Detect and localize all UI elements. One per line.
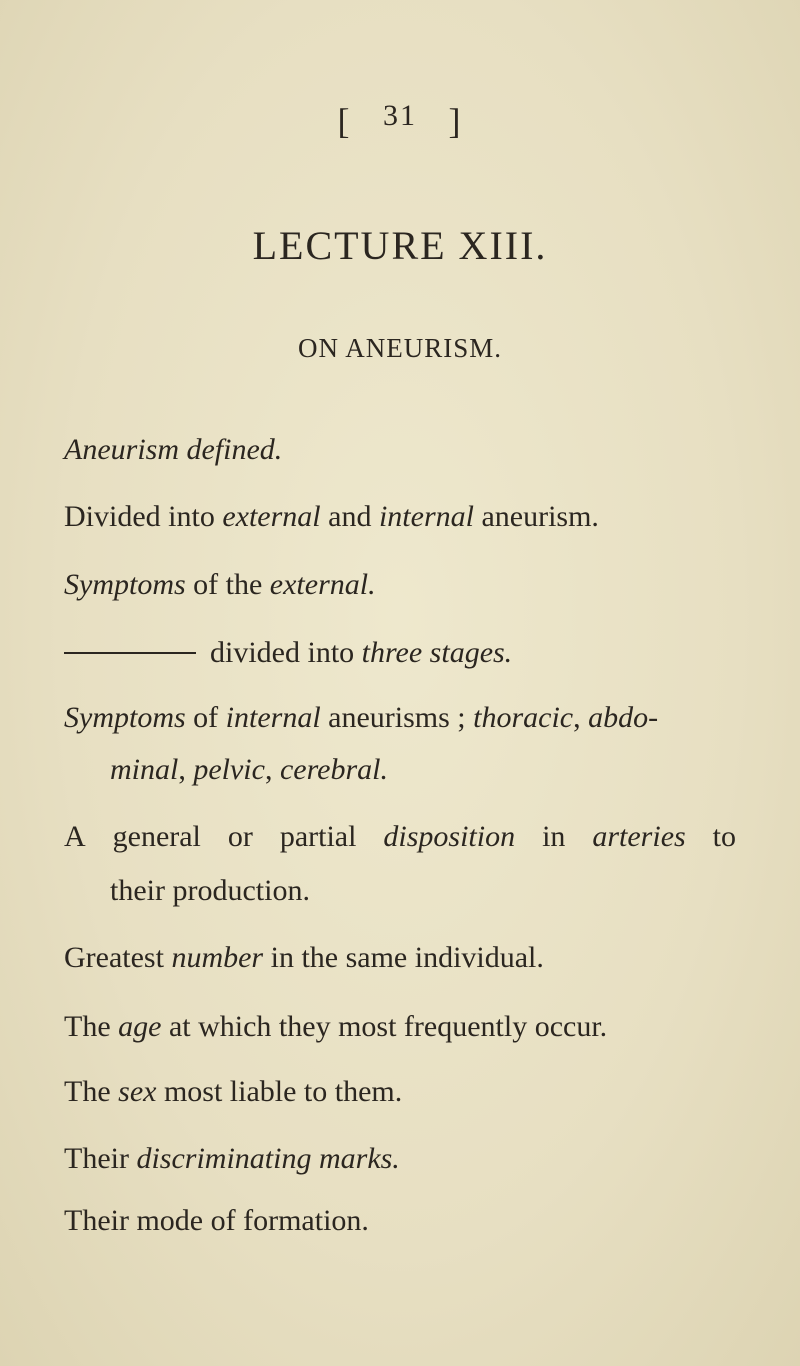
text-span-italic: internal (225, 701, 321, 734)
ditto-dash (64, 652, 196, 654)
text-span: The (64, 1010, 119, 1043)
text-span-italic: pelvic (193, 753, 265, 786)
text-span-italic: arteries (592, 820, 686, 853)
text-span: of the (185, 568, 270, 601)
text-span: The (64, 1075, 119, 1108)
text-span: Divided into (64, 500, 223, 533)
outline-line-3 (64, 568, 376, 602)
text-span: in the same individual. (263, 941, 544, 974)
text-span: , (573, 701, 589, 734)
outline-line-9 (64, 941, 544, 975)
outline-line-4 (64, 636, 512, 670)
text-span: general (112, 820, 201, 853)
outline-line-12 (64, 1142, 400, 1176)
page-number-header (0, 100, 800, 142)
outline-line-10 (64, 1010, 607, 1044)
text-span: and (320, 500, 379, 533)
text-span: of (185, 701, 226, 734)
text-span-italic: external (222, 500, 321, 533)
outline-line-6 (110, 753, 388, 787)
text-span-italic: external. (269, 568, 376, 601)
text-span: in (542, 820, 566, 853)
text-span: , (178, 753, 194, 786)
text-span: divided into (210, 636, 362, 669)
left-bracket: [ (337, 101, 352, 141)
text-span: aneurism. (473, 500, 599, 533)
text-span-italic: internal (378, 500, 474, 533)
text-span-italic: three stages. (361, 636, 513, 669)
text-span-italic: disposition (383, 820, 516, 853)
text-span: aneurisms ; (320, 701, 474, 734)
lecture-subtitle: ON ANEURISM. (297, 333, 503, 363)
text-span-italic: abdo- (588, 701, 659, 734)
text-span-italic: thoracic (473, 701, 574, 734)
text-span: A (64, 820, 86, 853)
text-span: , (264, 753, 280, 786)
text-span: Their (64, 1142, 137, 1175)
outline-line-1 (64, 433, 282, 467)
outline-line-5 (64, 701, 658, 735)
text-span: partial (279, 820, 357, 853)
text-span-italic: number (171, 941, 264, 974)
page-number: 31 (383, 99, 417, 132)
right-bracket: ] (448, 101, 463, 141)
text-span-italic: cerebral. (279, 753, 388, 786)
text-span-italic: Symptoms (64, 568, 186, 601)
text-span-italic: sex (118, 1075, 157, 1108)
outline-line-7 (64, 820, 736, 854)
lecture-title: LECTURE XIII. (252, 223, 548, 268)
text-span-italic: Symptoms (64, 701, 186, 734)
text-span: or (227, 820, 253, 853)
text-aneurism-defined: Aneurism defined. (64, 433, 283, 466)
text-span-italic: age (118, 1010, 162, 1043)
text-span-italic: discriminating marks. (136, 1142, 400, 1175)
outline-line-11 (64, 1075, 402, 1109)
text-span: their production. (110, 874, 310, 907)
outline-line-2 (64, 500, 599, 534)
outline-line-8 (110, 874, 310, 908)
text-span: most liable to them. (156, 1075, 403, 1108)
outline-line-13 (64, 1204, 369, 1238)
text-span-italic: minal (110, 753, 179, 786)
text-span: to (712, 820, 736, 853)
text-span: Their mode of formation. (64, 1204, 369, 1237)
text-span: Greatest (64, 941, 172, 974)
text-span: at which they most frequently occur. (161, 1010, 608, 1043)
